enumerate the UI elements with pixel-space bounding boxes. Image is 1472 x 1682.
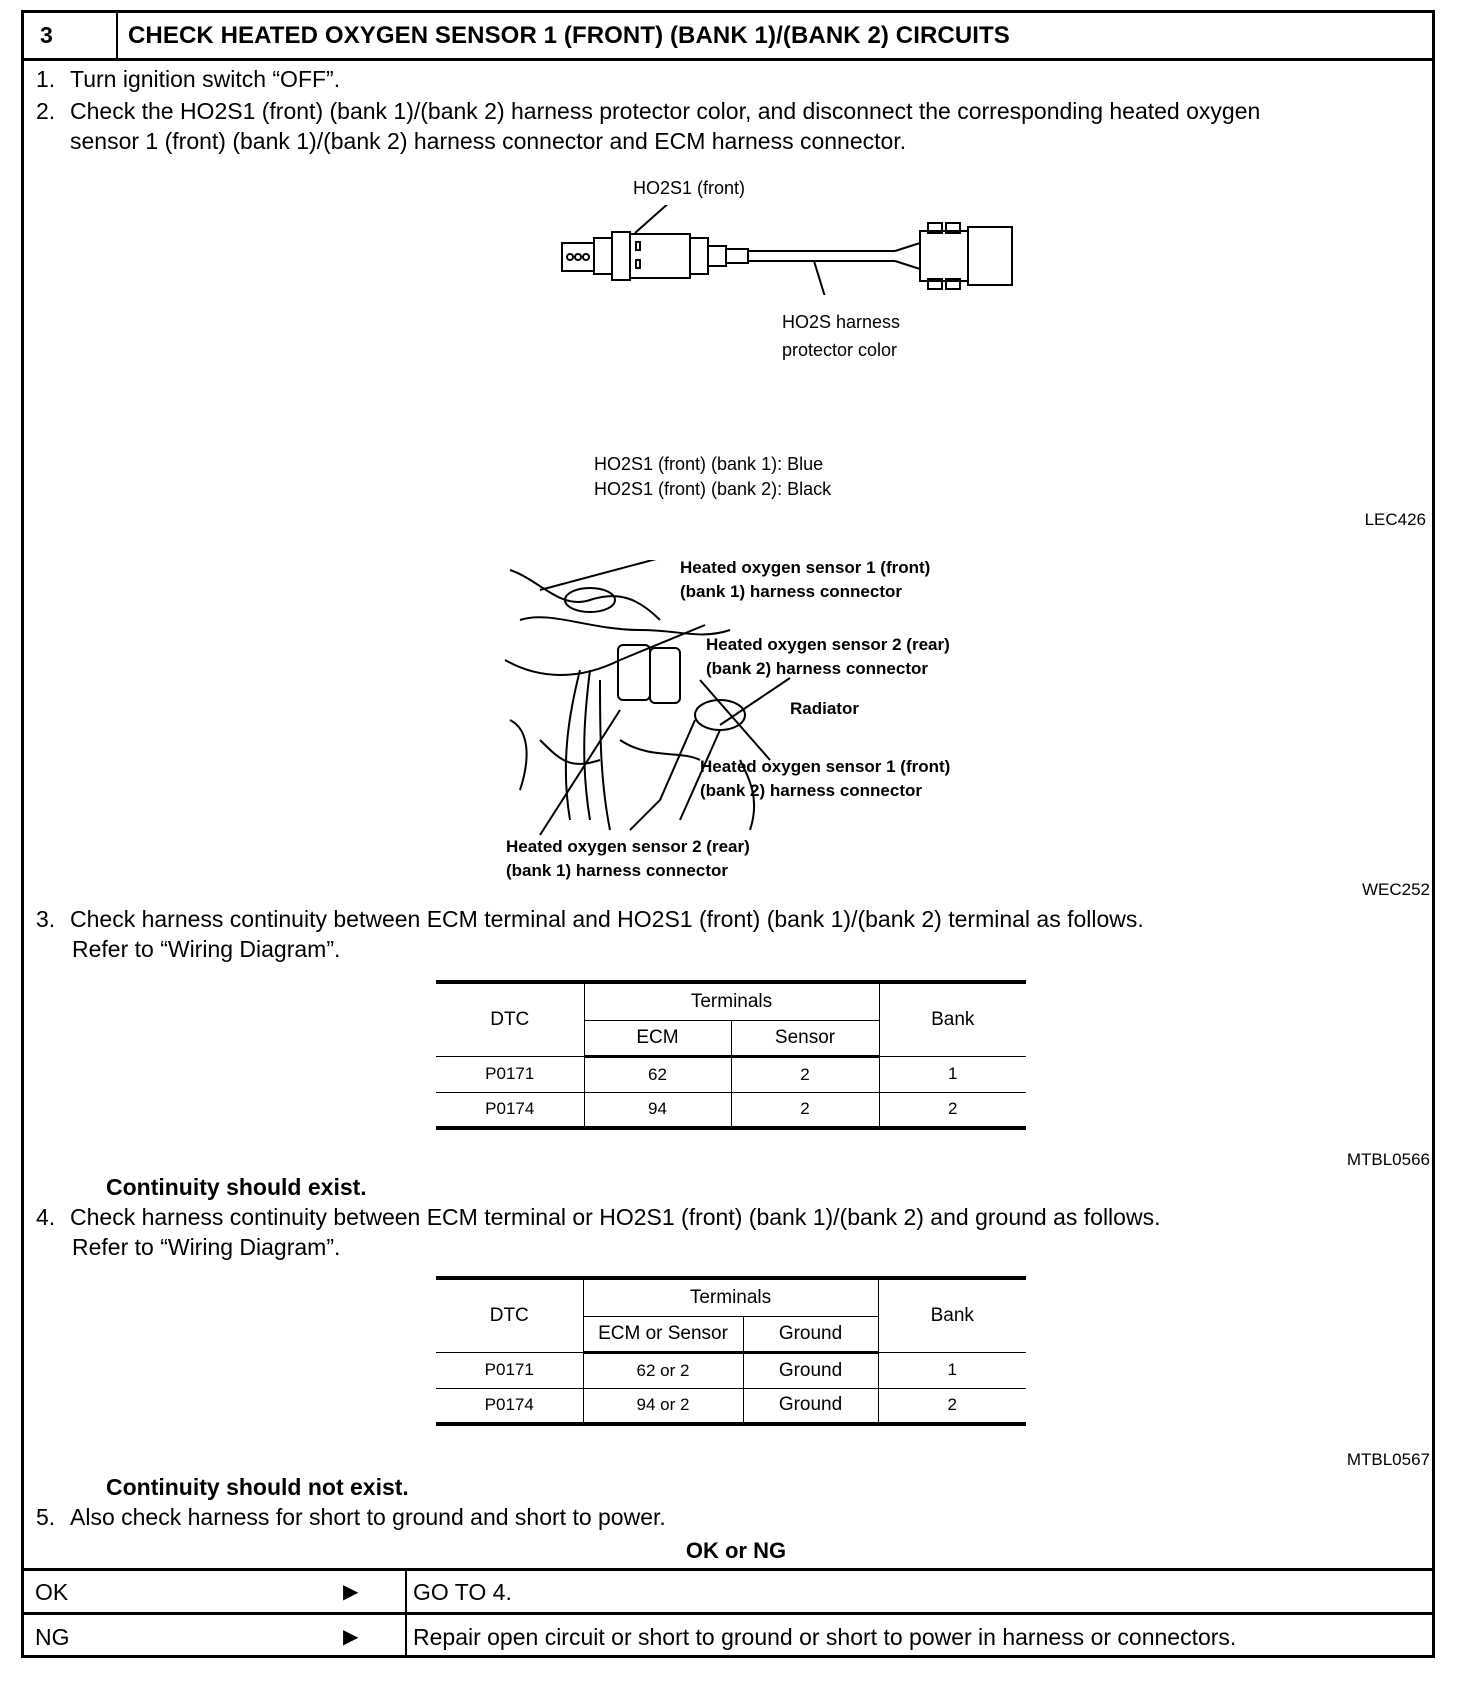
result-table [21, 1568, 1435, 1658]
cell-dtc: P0174 [436, 1092, 584, 1128]
result-row-ng [21, 1612, 1435, 1658]
figure-code-wec252: WEC252 [1361, 880, 1430, 899]
th-bank: Bank [879, 982, 1026, 1056]
th-ecm: ECM [584, 1020, 731, 1056]
cell-ground: Ground [743, 1388, 878, 1424]
continuity-table [436, 980, 1026, 1130]
harness-label-line2: protector color [782, 340, 898, 360]
procedure-title: CHECK HEATED OXYGEN SENSOR 1 (FRONT) (BANK 1)/(BANK 2) CIRCUITS [128, 22, 1010, 49]
step-number: 3 [24, 13, 118, 58]
bank1-color: HO2S1 (front) (bank 1): Blue [594, 454, 824, 474]
step-3 [36, 904, 1144, 934]
step-3-text-line1: Check harness continuity between ECM terminal and HO2S1 (front) (bank 1)/(bank 2) terminal as follows. [70, 906, 1144, 932]
step-2 [36, 96, 1260, 126]
th-dtc: DTC [436, 1278, 583, 1352]
cell-bank: 1 [879, 1056, 1026, 1092]
result-key-ok: OK [35, 1579, 69, 1605]
harness-label-line1: HO2S harness [782, 312, 901, 332]
label-hos2-bank2 [706, 633, 950, 681]
cell-bank: 2 [879, 1092, 1026, 1128]
label-hos2-bank2-line1: Heated oxygen sensor 2 (rear) [706, 635, 950, 654]
label-hos1-bank2-line2: (bank 2) harness connector [700, 781, 923, 800]
table-row [436, 1092, 1026, 1128]
label-radiator: Radiator [790, 699, 859, 718]
result-value-ok: GO TO 4. [405, 1571, 512, 1613]
table-row [436, 1352, 1026, 1388]
step-3-num: 3. [36, 906, 56, 932]
cell-dtc: P0171 [436, 1352, 583, 1388]
bank2-color: HO2S1 (front) (bank 2): Black [594, 479, 832, 499]
result-row-ok [21, 1568, 1435, 1613]
cell-sensor: 2 [731, 1056, 879, 1092]
th-terminals: Terminals [584, 982, 879, 1020]
th-sensor: Sensor [731, 1020, 879, 1056]
th-bank: Bank [878, 1278, 1026, 1352]
step-5-text: Also check harness for short to ground and short to power. [70, 1504, 666, 1530]
cell-ecm: 94 [584, 1092, 731, 1128]
arrow-right-icon: ▶ [343, 1581, 359, 1603]
th-dtc: DTC [436, 982, 584, 1056]
result-key-ng: NG [35, 1624, 70, 1650]
label-hos2-bank2-line2: (bank 2) harness connector [706, 659, 929, 678]
sensor-label: HO2S1 (front) [633, 178, 746, 198]
procedure-header [24, 13, 1432, 61]
step-4 [36, 1202, 1160, 1232]
label-hos2-bank1-line1: Heated oxygen sensor 2 (rear) [506, 837, 750, 856]
cell-bank: 2 [878, 1388, 1026, 1424]
step-4-line2: Refer to “Wiring Diagram”. [72, 1234, 341, 1260]
label-hos1-bank2 [700, 755, 950, 803]
cell-ecm-or-sensor: 62 or 2 [583, 1352, 743, 1388]
step-4-num: 4. [36, 1204, 56, 1230]
label-hos1-bank2-line1: Heated oxygen sensor 1 (front) [700, 757, 951, 776]
arrow-right-icon: ▶ [343, 1626, 359, 1648]
step-1-num: 1. [36, 66, 56, 92]
table-code-mtbl0566: MTBL0566 [1346, 1150, 1430, 1169]
ground-continuity-table [436, 1276, 1026, 1426]
figure-code-lec426: LEC426 [1364, 510, 1426, 529]
cell-ecm-or-sensor: 94 or 2 [583, 1388, 743, 1424]
step-5 [36, 1502, 666, 1532]
step-1 [36, 64, 340, 94]
continuity-note-not-exist: Continuity should not exist. [106, 1474, 409, 1500]
step-3-line2: Refer to “Wiring Diagram”. [72, 936, 341, 962]
label-hos1-bank1-line1: Heated oxygen sensor 1 (front) [680, 558, 931, 577]
step-1-text: Turn ignition switch “OFF”. [70, 66, 341, 92]
label-hos1-bank1-line2: (bank 1) harness connector [680, 582, 903, 601]
oxygen-sensor-illustration [550, 205, 1020, 295]
label-hos2-bank1 [506, 835, 750, 883]
step-2-line2: sensor 1 (front) (bank 1)/(bank 2) harness connector and ECM harness connector. [70, 128, 907, 154]
continuity-note-exist: Continuity should exist. [106, 1174, 367, 1200]
result-value-ng: Repair open circuit or short to ground or short to power in harness or connectors. [405, 1615, 1236, 1658]
cell-ecm: 62 [584, 1056, 731, 1092]
cell-dtc: P0171 [436, 1056, 584, 1092]
cell-bank: 1 [878, 1352, 1026, 1388]
th-ground: Ground [743, 1316, 878, 1352]
table-row [436, 1388, 1026, 1424]
cell-dtc: P0174 [436, 1388, 583, 1424]
cell-ground: Ground [743, 1352, 878, 1388]
step-2-text-line1: Check the HO2S1 (front) (bank 1)/(bank 2) harness protector color, and disconnect the corresponding heated oxygen [70, 98, 1261, 124]
step-5-num: 5. [36, 1504, 56, 1530]
table-code-mtbl0567: MTBL0567 [1346, 1450, 1430, 1469]
table-row [436, 1056, 1026, 1092]
th-ecm-or-sensor: ECM or Sensor [583, 1316, 743, 1352]
step-2-num: 2. [36, 98, 56, 124]
label-hos2-bank1-line2: (bank 1) harness connector [506, 861, 729, 880]
cell-sensor: 2 [731, 1092, 879, 1128]
label-hos1-bank1 [680, 556, 930, 604]
ok-or-ng-heading: OK or NG [685, 1538, 787, 1563]
step-4-text-line1: Check harness continuity between ECM terminal or HO2S1 (front) (bank 1)/(bank 2) and ground as follows. [70, 1204, 1161, 1230]
th-terminals: Terminals [583, 1278, 878, 1316]
